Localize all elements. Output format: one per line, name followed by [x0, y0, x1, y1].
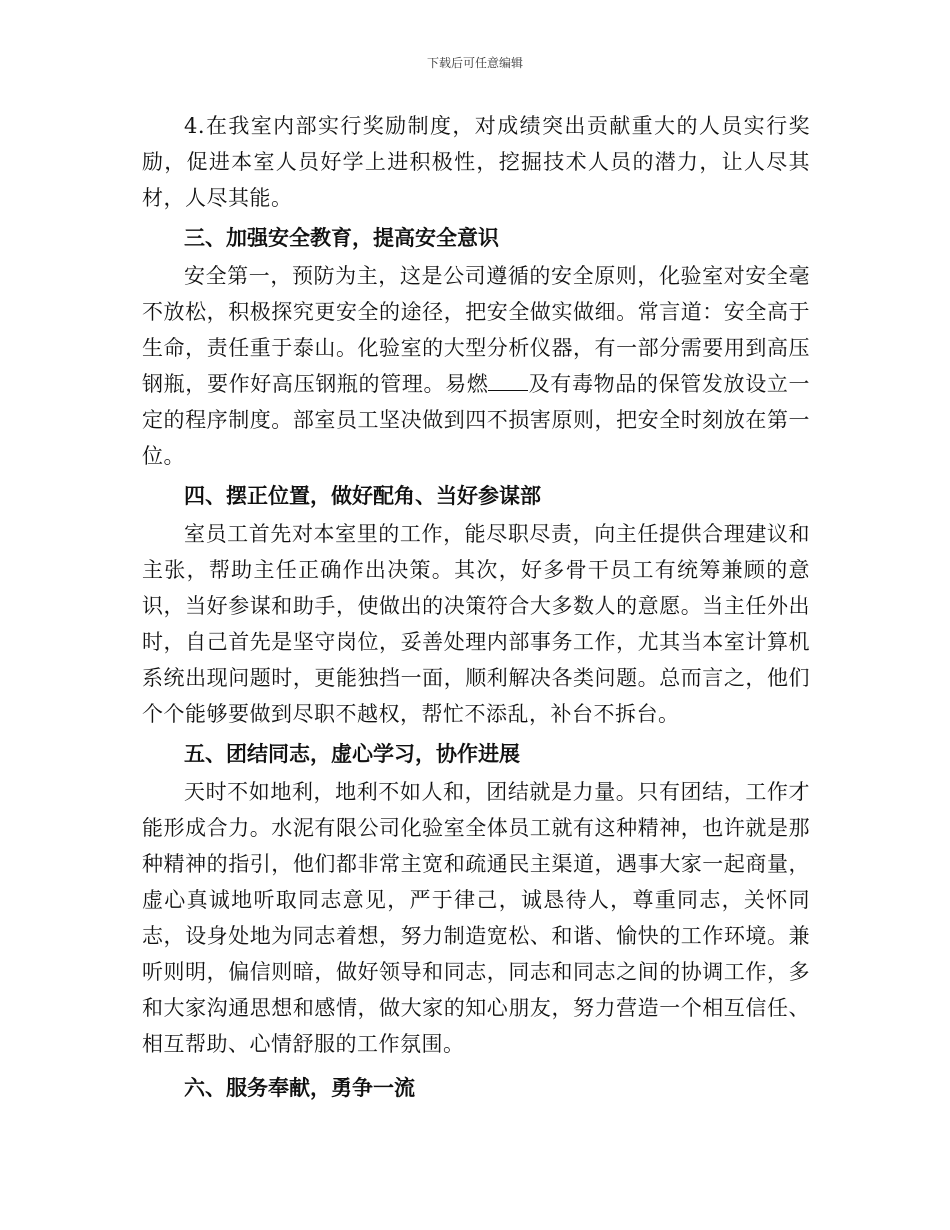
section-heading-4: 四、摆正位置，做好配角、当好参谋部 [184, 484, 541, 508]
section-heading-6: 六、服务奉献，勇争一流 [184, 1076, 415, 1100]
section-heading-3: 三、加强安全教育，提高安全意识 [184, 226, 499, 250]
paragraph-position: 室员工首先对本室里的工作，能尽职尽责，向主任提供合理建议和主张，帮助主任正确作出决策。其次，好多骨干员工有统筹兼顾的意识，当好参谋和助手，使做出的决策符合大多数人的意愿。当主任外出时，自己首先是坚守岗位，妥善处理内部事务工作，尤其当本室计算机系统出现问题时，更能独挡一面，顺利解决各类问题。总而言之，他们个个能够要做到尽职不越权，帮忙不添乱，补台不拆台。 [142, 522, 810, 726]
paragraph-safety-part2: 及有毒物品的保管发放设立一定的程序制度。部室员工坚决做到四不损害原则，把安全时刻放在第一位。 [142, 372, 811, 468]
fill-blank-line [488, 370, 528, 391]
paragraph-safety-part1: 安全第一，预防为主，这是公司遵循的安全原则，化验室对安全毫不放松，积极探究更安全的途径，把安全做实做细。常言道：安全高于生命，责任重于泰山。化验室的大型分析仪器，有一部分需要用到高压钢瓶，要作好高压钢瓶的管理。易燃 [142, 264, 810, 396]
paragraph-unity: 天时不如地利，地利不如人和，团结就是力量。只有团结，工作才能形成合力。水泥有限公司化验室全体员工就有这种精神，也许就是那种精神的指引，他们都非常主宽和疏通民主渠道，遇事大家一起商量，虚心真诚地听取同志意见，严于律己，诚恳待人，尊重同志，关怀同志，设身处地为同志着想，努力制造宽松、和谐、愉快的工作环境。兼听则明，偏信则暗，做好领导和同志，同志和同志之间的协调工作，多和大家沟通思想和感情，做大家的知心朋友，努力营造一个相互信任、相互帮助、心情舒服的工作氛围。 [142, 780, 810, 1056]
document-body [142, 108, 810, 1108]
paragraph-reward-system: 4.在我室内部实行奖励制度，对成绩突出贡献重大的人员实行奖励，促进本室人员好学上进积极性，挖掘技术人员的潜力，让人尽其材，人尽其能。 [142, 114, 810, 210]
paragraph-safety [142, 258, 810, 474]
section-heading-5: 五、团结同志，虚心学习，协作进展 [184, 742, 520, 766]
page-header: 下载后可任意编辑 [426, 56, 523, 70]
